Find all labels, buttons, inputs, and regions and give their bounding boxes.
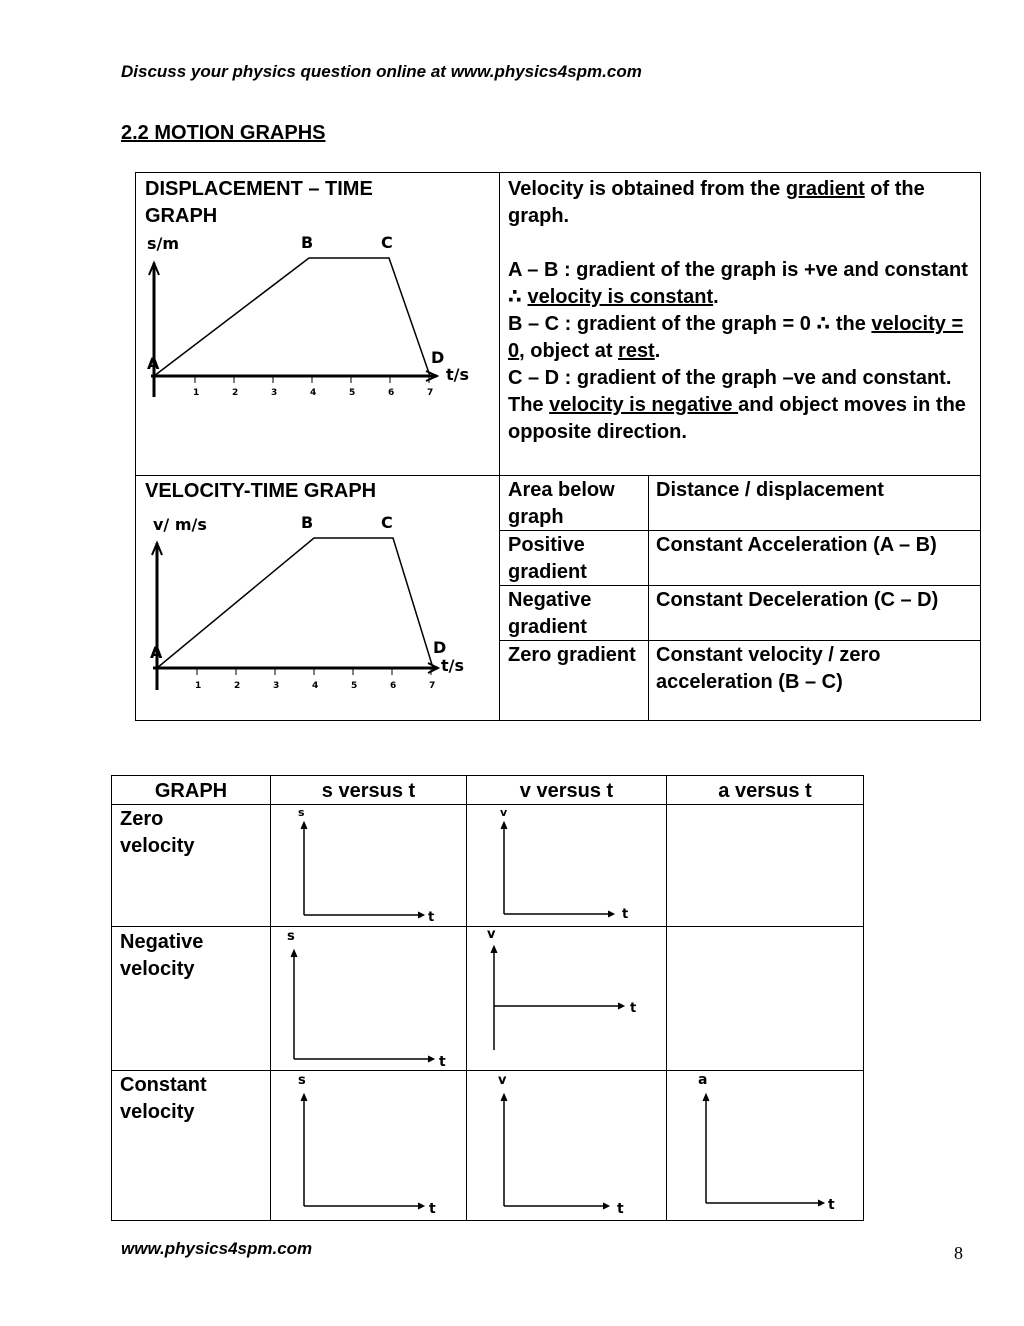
section-title: 2.2 MOTION GRAPHS xyxy=(121,122,326,144)
cd-explanation: C – D : gradient of the graph –ve and constant. The velocity is negative and object moves in the opposite direction. xyxy=(508,367,966,443)
displacement-title: DISPLACEMENT – TIME GRAPH xyxy=(145,178,373,227)
constant-a-t-axes xyxy=(692,1072,852,1218)
svg-text:B: B xyxy=(301,233,314,252)
svg-text:4: 4 xyxy=(312,681,319,691)
bc-explanation: B – C : gradient of the graph = 0 ∴ the velocity = 0, object at rest. xyxy=(508,313,964,362)
svg-text:B: B xyxy=(301,513,314,532)
table-row: Negative gradient Constant Deceleration (C – D) xyxy=(500,586,980,641)
svg-text:v: v xyxy=(500,806,508,819)
displacement-explanation: Velocity is obtained from the gradient of the graph. A – B : gradient of the graph is +ve and constant ∴ velocity is constant. B – C : gradient of the graph = 0 ∴ the velocity = 0, object at rest. C – D : gradient of the graph –ve and constant. The velocity is negative and object moves in the opposite direction. xyxy=(508,176,974,446)
svg-text:a: a xyxy=(698,1072,708,1088)
svg-text:C: C xyxy=(381,233,393,252)
svg-text:s: s xyxy=(298,806,305,819)
constant-s-t-axes xyxy=(292,1072,452,1218)
svg-text:t: t xyxy=(630,1001,637,1016)
svg-text:s: s xyxy=(298,1073,306,1088)
page-header: Discuss your physics question online at www.physics4spm.com xyxy=(121,62,642,81)
svg-text:A: A xyxy=(147,354,160,373)
page-number: 8 xyxy=(954,1243,963,1263)
velocity-title: VELOCITY-TIME GRAPH xyxy=(145,480,377,502)
svg-text:v: v xyxy=(487,928,496,942)
page-footer: www.physics4spm.com xyxy=(121,1239,313,1258)
velocity-time-graph xyxy=(141,508,481,693)
ab-explanation: A – B : gradient of the graph is +ve and constant ∴ velocity is constant. xyxy=(508,259,968,308)
svg-text:t: t xyxy=(828,1197,835,1213)
svg-text:t: t xyxy=(428,910,435,924)
svg-text:2: 2 xyxy=(234,681,241,691)
graph-y-label: s/m xyxy=(147,234,180,253)
svg-text:4: 4 xyxy=(310,388,317,398)
header-v-vs-t: v versus t xyxy=(519,780,614,802)
motion-graphs-table xyxy=(135,172,981,721)
svg-text:D: D xyxy=(431,348,445,367)
svg-text:D: D xyxy=(433,638,447,657)
graph-x-label: t/s xyxy=(446,365,470,384)
zero-v-t-axes xyxy=(492,806,642,924)
velocity-summary-table xyxy=(111,775,864,1221)
svg-text:s: s xyxy=(287,929,295,944)
row-label-negative: Negative velocity xyxy=(120,931,204,980)
svg-text:3: 3 xyxy=(271,388,278,398)
graph-x-label: t/s xyxy=(441,656,465,675)
svg-text:1: 1 xyxy=(195,681,202,691)
svg-text:5: 5 xyxy=(351,681,358,691)
svg-text:7: 7 xyxy=(429,681,436,691)
svg-text:A: A xyxy=(150,643,163,662)
svg-text:C: C xyxy=(381,513,393,532)
header-s-vs-t: s versus t xyxy=(321,780,416,802)
header-a-vs-t: a versus t xyxy=(718,780,812,802)
svg-text:3: 3 xyxy=(273,681,280,691)
negative-s-t-axes xyxy=(282,928,452,1068)
svg-text:1: 1 xyxy=(193,388,200,398)
svg-text:2: 2 xyxy=(232,388,239,398)
zero-s-t-axes xyxy=(292,806,442,924)
table-row: Zero gradient Constant velocity / zero acceleration (B – C) xyxy=(508,644,881,693)
negative-v-t-axes xyxy=(482,928,652,1068)
header-graph: GRAPH xyxy=(154,780,228,802)
svg-text:6: 6 xyxy=(390,681,397,691)
graph-y-label: v/ m/s xyxy=(153,515,207,534)
svg-text:v: v xyxy=(498,1073,507,1088)
svg-text:t: t xyxy=(429,1201,436,1217)
svg-text:t: t xyxy=(617,1201,624,1217)
svg-text:t: t xyxy=(622,907,629,922)
row-label-constant: Constant velocity xyxy=(120,1074,207,1123)
svg-text:6: 6 xyxy=(388,388,395,398)
svg-text:5: 5 xyxy=(349,388,356,398)
table-row: Positive gradient Constant Acceleration (A – B) xyxy=(500,531,980,586)
svg-text:t: t xyxy=(439,1054,446,1068)
row-label-zero: Zero velocity xyxy=(120,808,195,857)
constant-v-t-axes xyxy=(492,1072,652,1218)
table-row: Area below graph Distance / displacement xyxy=(500,476,980,531)
svg-text:7: 7 xyxy=(427,388,434,398)
displacement-time-graph xyxy=(141,231,481,401)
gradient-meaning-table xyxy=(500,476,980,720)
